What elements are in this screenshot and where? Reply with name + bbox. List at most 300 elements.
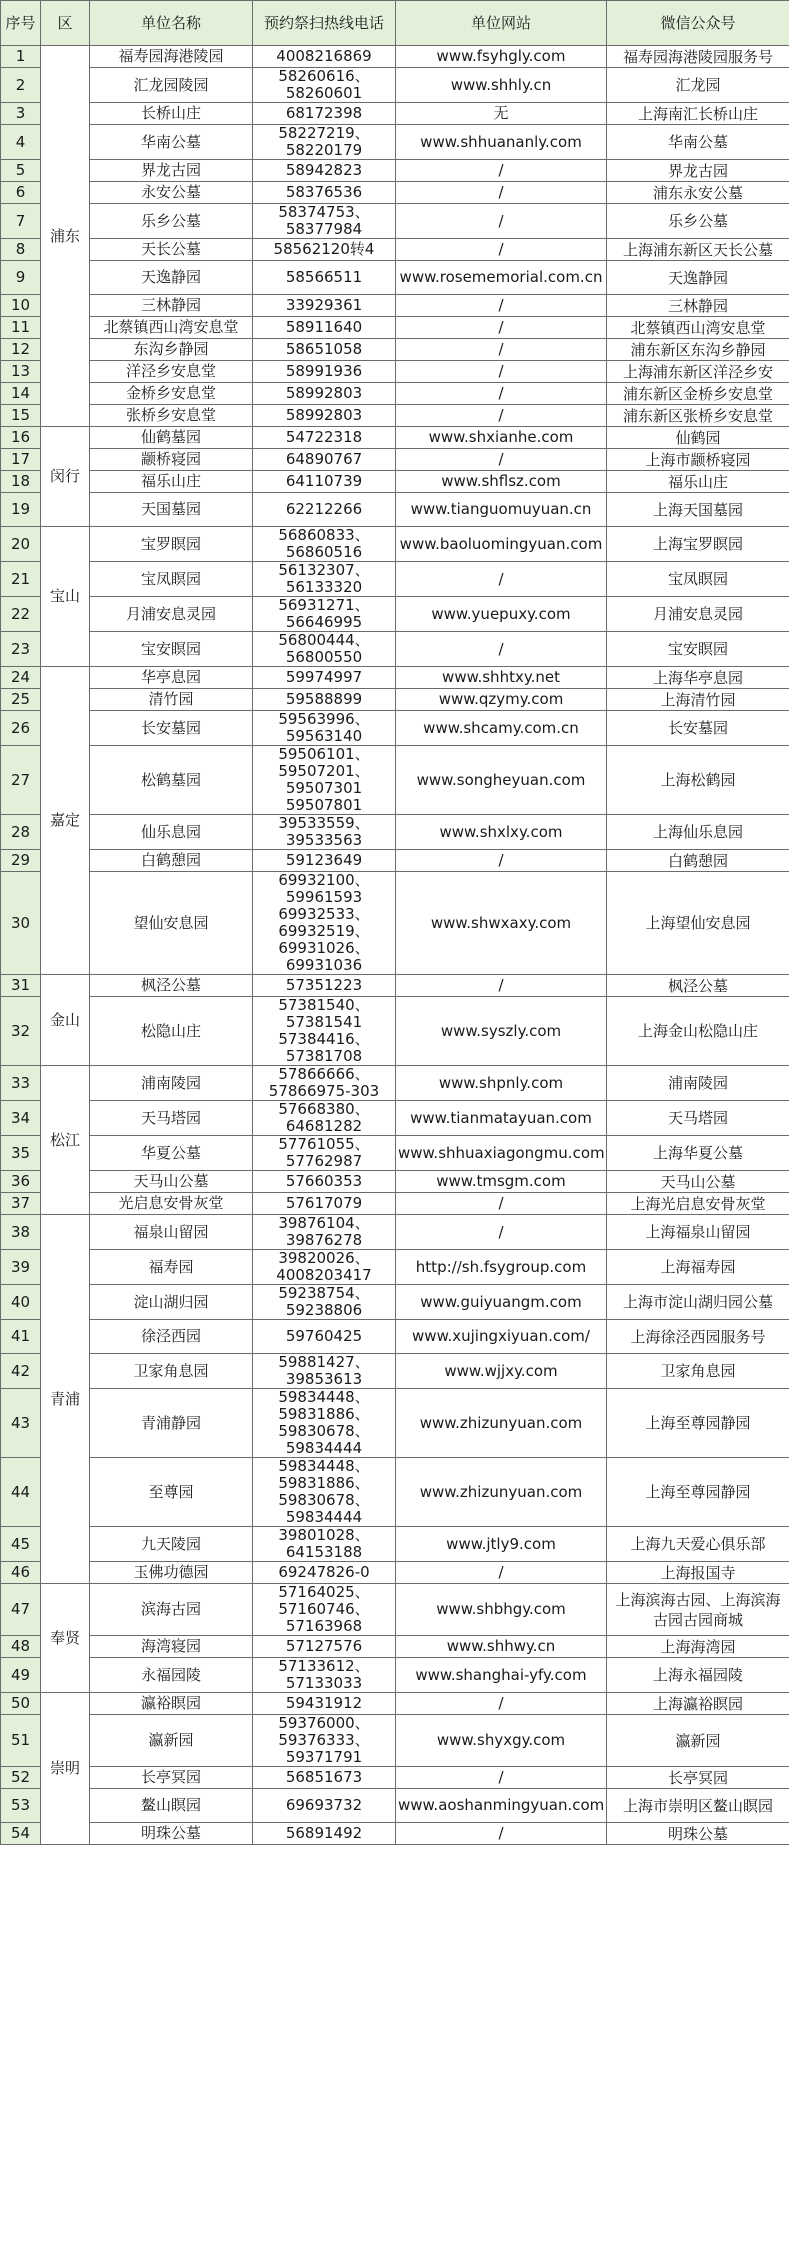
district-cell: 浦东 — [41, 46, 90, 427]
hotline-cell — [253, 632, 396, 667]
hotline-cell — [253, 182, 396, 204]
table-row — [1, 103, 789, 125]
website-cell: www.shhtxy.net — [396, 667, 607, 689]
row-index: 3 — [1, 103, 41, 125]
table-row — [1, 1767, 789, 1789]
unit-name: 天长公墓 — [90, 239, 253, 261]
table-row — [1, 1193, 789, 1215]
website-cell: / — [396, 1562, 607, 1584]
website-cell: www.songheyuan.com — [396, 746, 607, 815]
hotline-number: 59834444 — [285, 1508, 363, 1526]
wechat-cell: 上海华夏公墓 — [607, 1136, 789, 1171]
wechat-cell: 浦东新区金桥乡安息堂 — [607, 383, 789, 405]
unit-name: 望仙安息园 — [90, 872, 253, 975]
hotline-number: 56800444、 — [278, 631, 370, 649]
unit-name: 天国墓园 — [90, 493, 253, 527]
unit-name: 天马塔园 — [90, 1101, 253, 1136]
hotline-cell — [253, 689, 396, 711]
hotline-number: 57762987 — [285, 1152, 363, 1170]
hotline-number: 59507201、 — [278, 762, 370, 780]
hotline-cell — [253, 1636, 396, 1658]
row-index: 20 — [1, 527, 41, 562]
unit-name: 清竹园 — [90, 689, 253, 711]
row-index: 10 — [1, 295, 41, 317]
table-row — [1, 667, 789, 689]
website-cell: www.shbhgy.com — [396, 1584, 607, 1636]
unit-name: 三林静园 — [90, 295, 253, 317]
unit-name: 明珠公墓 — [90, 1823, 253, 1845]
wechat-cell: 上海滨海古园、上海滨海古园古园商城 — [607, 1584, 789, 1636]
unit-name: 福乐山庄 — [90, 471, 253, 493]
website-cell: / — [396, 361, 607, 383]
unit-name: 徐泾西园 — [90, 1320, 253, 1354]
hotline-number: 57866975-303 — [268, 1082, 380, 1100]
wechat-cell: 仙鹤园 — [607, 427, 789, 449]
hotline-number: 64681282 — [285, 1117, 363, 1135]
hotline-number: 39876278 — [285, 1231, 363, 1249]
hotline-number: 59760425 — [285, 1327, 363, 1345]
wechat-cell: 北蔡镇西山湾安息堂 — [607, 317, 789, 339]
row-index: 34 — [1, 1101, 41, 1136]
hotline-number: 59431912 — [285, 1694, 363, 1712]
hotline-number: 58991936 — [285, 362, 363, 380]
table-row — [1, 1658, 789, 1693]
row-index: 39 — [1, 1250, 41, 1285]
hotline-number: 58376536 — [285, 183, 363, 201]
hotline-number: 68172398 — [285, 104, 363, 122]
wechat-cell: 上海市崇明区鳌山瞑园 — [607, 1789, 789, 1823]
table-row — [1, 1823, 789, 1845]
table-row — [1, 711, 789, 746]
hotline-cell — [253, 1767, 396, 1789]
hotline-number: 39820026、 — [278, 1249, 370, 1267]
table-row — [1, 383, 789, 405]
district-cell: 崇明 — [41, 1693, 90, 1845]
wechat-cell: 上海报国寺 — [607, 1562, 789, 1584]
table-row — [1, 597, 789, 632]
unit-name: 北蔡镇西山湾安息堂 — [90, 317, 253, 339]
table-row — [1, 1101, 789, 1136]
wechat-cell: 上海海湾园 — [607, 1636, 789, 1658]
website-cell: www.wjjxy.com — [396, 1354, 607, 1389]
district-cell: 松江 — [41, 1066, 90, 1215]
hotline-number: 59831886、 — [278, 1405, 370, 1423]
hotline-number: 59506101、 — [278, 745, 370, 763]
wechat-cell: 上海市淀山湖归园公墓 — [607, 1285, 789, 1320]
hotline-number: 59881427、 — [278, 1353, 370, 1371]
website-cell: www.qzymy.com — [396, 689, 607, 711]
table-row — [1, 1389, 789, 1458]
hotline-cell — [253, 449, 396, 471]
unit-name: 洋泾乡安息堂 — [90, 361, 253, 383]
hotline-number: 69932519、 — [278, 922, 370, 940]
unit-name: 福寿园 — [90, 1250, 253, 1285]
table-row — [1, 632, 789, 667]
row-index: 17 — [1, 449, 41, 471]
hotline-number: 57133612、 — [278, 1657, 370, 1675]
unit-name: 松鹤墓园 — [90, 746, 253, 815]
unit-name: 乐乡公墓 — [90, 204, 253, 239]
hotline-number: 57127576 — [285, 1637, 363, 1655]
header-row — [1, 1, 789, 46]
hotline-number: 56931271、 — [278, 596, 370, 614]
hotline-cell — [253, 1250, 396, 1285]
hotline-number: 58562120转4 — [273, 240, 375, 258]
hotline-number: 54722318 — [285, 428, 363, 446]
wechat-cell: 上海福寿园 — [607, 1250, 789, 1285]
unit-name: 滨海古园 — [90, 1584, 253, 1636]
unit-name: 至尊园 — [90, 1458, 253, 1527]
unit-name: 张桥乡安息堂 — [90, 405, 253, 427]
row-index: 36 — [1, 1171, 41, 1193]
row-index: 19 — [1, 493, 41, 527]
row-index: 45 — [1, 1527, 41, 1562]
wechat-cell: 长亭冥园 — [607, 1767, 789, 1789]
row-index: 5 — [1, 160, 41, 182]
hotline-cell — [253, 1789, 396, 1823]
row-index: 47 — [1, 1584, 41, 1636]
wechat-cell: 上海瀛裕瞑园 — [607, 1693, 789, 1715]
hotline-cell — [253, 711, 396, 746]
unit-name: 宝安瞑园 — [90, 632, 253, 667]
hotline-cell — [253, 1562, 396, 1584]
unit-name: 淀山湖归园 — [90, 1285, 253, 1320]
hotline-number: 57866666、 — [278, 1065, 370, 1083]
table-row — [1, 405, 789, 427]
website-cell: / — [396, 1693, 607, 1715]
hotline-number: 59376333、 — [278, 1731, 370, 1749]
unit-name: 永安公墓 — [90, 182, 253, 204]
hotline-number: 59563996、 — [278, 710, 370, 728]
row-index: 16 — [1, 427, 41, 449]
hotline-cell — [253, 746, 396, 815]
hotline-number: 59974997 — [285, 668, 363, 686]
row-index: 14 — [1, 383, 41, 405]
hotline-number: 59238754、 — [278, 1284, 370, 1302]
hotline-number: 59376000、 — [278, 1714, 370, 1732]
hotline-number: 4008216869 — [276, 47, 372, 65]
hotline-number: 39876104、 — [278, 1214, 370, 1232]
table-row — [1, 1136, 789, 1171]
unit-name: 华夏公墓 — [90, 1136, 253, 1171]
table-row — [1, 1562, 789, 1584]
hotline-cell — [253, 1193, 396, 1215]
hotline-number: 59834448、 — [278, 1457, 370, 1475]
hotline-number: 59507301 — [285, 779, 363, 797]
row-index: 54 — [1, 1823, 41, 1845]
hotline-cell — [253, 1715, 396, 1767]
wechat-cell: 枫泾公墓 — [607, 975, 789, 997]
row-index: 25 — [1, 689, 41, 711]
table-row — [1, 427, 789, 449]
unit-name: 光启息安骨灰堂 — [90, 1193, 253, 1215]
header-wechat: 微信公众号 — [607, 1, 789, 46]
district-cell: 宝山 — [41, 527, 90, 667]
unit-name: 卫家角息园 — [90, 1354, 253, 1389]
table-row — [1, 1320, 789, 1354]
website-cell: / — [396, 405, 607, 427]
table-row — [1, 339, 789, 361]
wechat-cell: 上海清竹园 — [607, 689, 789, 711]
hotline-number: 39533563 — [285, 831, 363, 849]
website-cell: / — [396, 295, 607, 317]
website-cell: www.fsyhgly.com — [396, 46, 607, 68]
hotline-number: 64153188 — [285, 1543, 363, 1561]
wechat-cell: 天马塔园 — [607, 1101, 789, 1136]
hotline-cell — [253, 261, 396, 295]
wechat-cell: 三林静园 — [607, 295, 789, 317]
hotline-number: 58260616、 — [278, 67, 370, 85]
hotline-cell — [253, 1389, 396, 1458]
hotline-cell — [253, 1354, 396, 1389]
wechat-cell: 天马山公墓 — [607, 1171, 789, 1193]
hotline-cell — [253, 562, 396, 597]
hotline-number: 56860516 — [285, 543, 363, 561]
wechat-cell: 上海徐泾西园服务号 — [607, 1320, 789, 1354]
hotline-number: 58377984 — [285, 220, 363, 238]
wechat-cell: 上海浦东新区天长公墓 — [607, 239, 789, 261]
table-row — [1, 1285, 789, 1320]
row-index: 27 — [1, 746, 41, 815]
hotline-number: 57384416、 — [278, 1030, 370, 1048]
wechat-cell: 上海仙乐息园 — [607, 815, 789, 850]
hotline-cell — [253, 1584, 396, 1636]
header-website: 单位网站 — [396, 1, 607, 46]
hotline-cell — [253, 872, 396, 975]
unit-name: 东沟乡静园 — [90, 339, 253, 361]
row-index: 35 — [1, 1136, 41, 1171]
website-cell: www.yuepuxy.com — [396, 597, 607, 632]
website-cell: www.shhwy.cn — [396, 1636, 607, 1658]
website-cell: http://sh.fsygroup.com — [396, 1250, 607, 1285]
hotline-number: 69932533、 — [278, 905, 370, 923]
hotline-number: 39801028、 — [278, 1526, 370, 1544]
row-index: 15 — [1, 405, 41, 427]
hotline-number: 69693732 — [285, 1796, 363, 1814]
hotline-number: 4008203417 — [276, 1266, 372, 1284]
hotline-number: 57160746、 — [278, 1600, 370, 1618]
website-cell: / — [396, 317, 607, 339]
table-row — [1, 471, 789, 493]
hotline-number: 59507801 — [285, 796, 363, 814]
wechat-cell: 长安墓园 — [607, 711, 789, 746]
table-row — [1, 1715, 789, 1767]
table-row — [1, 1171, 789, 1193]
table-row — [1, 449, 789, 471]
wechat-cell: 上海金山松隐山庄 — [607, 997, 789, 1066]
hotline-number: 39533559、 — [278, 814, 370, 832]
hotline-number: 69931026、 — [278, 939, 370, 957]
hotline-number: 58911640 — [285, 318, 363, 336]
district-cell: 嘉定 — [41, 667, 90, 975]
hotline-number: 57381708 — [285, 1047, 363, 1065]
hotline-cell — [253, 1215, 396, 1250]
wechat-cell: 月浦安息灵园 — [607, 597, 789, 632]
hotline-number: 64110739 — [285, 472, 363, 490]
wechat-cell: 浦东永安公墓 — [607, 182, 789, 204]
row-index: 37 — [1, 1193, 41, 1215]
table-row — [1, 1458, 789, 1527]
unit-name: 松隐山庄 — [90, 997, 253, 1066]
hotline-number: 56860833、 — [278, 526, 370, 544]
row-index: 21 — [1, 562, 41, 597]
row-index: 46 — [1, 1562, 41, 1584]
hotline-number: 64890767 — [285, 450, 363, 468]
wechat-cell: 华南公墓 — [607, 125, 789, 160]
row-index: 38 — [1, 1215, 41, 1250]
table-row — [1, 997, 789, 1066]
hotline-number: 57617079 — [285, 1194, 363, 1212]
table-row — [1, 1527, 789, 1562]
wechat-cell: 福乐山庄 — [607, 471, 789, 493]
table-row — [1, 975, 789, 997]
table-row — [1, 872, 789, 975]
hotline-number: 58566511 — [285, 268, 363, 286]
table-row — [1, 1215, 789, 1250]
wechat-cell: 福寿园海港陵园服务号 — [607, 46, 789, 68]
hotline-number: 69247826-0 — [278, 1563, 370, 1581]
table-row — [1, 689, 789, 711]
row-index: 23 — [1, 632, 41, 667]
website-cell: www.shxlxy.com — [396, 815, 607, 850]
table-row — [1, 361, 789, 383]
hotline-number: 56132307、 — [278, 561, 370, 579]
table-row — [1, 68, 789, 103]
row-index: 30 — [1, 872, 41, 975]
hotline-number: 57164025、 — [278, 1583, 370, 1601]
table-body — [1, 46, 789, 1845]
website-cell: www.shhuananly.com — [396, 125, 607, 160]
unit-name: 长亭冥园 — [90, 1767, 253, 1789]
hotline-number: 57761055、 — [278, 1135, 370, 1153]
hotline-cell — [253, 125, 396, 160]
hotline-number: 69931036 — [285, 956, 363, 974]
table-row — [1, 239, 789, 261]
hotline-number: 39853613 — [285, 1370, 363, 1388]
hotline-cell — [253, 1320, 396, 1354]
wechat-cell: 上海宝罗瞑园 — [607, 527, 789, 562]
wechat-cell: 宝凤瞑园 — [607, 562, 789, 597]
hotline-cell — [253, 239, 396, 261]
header-district: 区 — [41, 1, 90, 46]
unit-name: 九天陵园 — [90, 1527, 253, 1562]
row-index: 31 — [1, 975, 41, 997]
table-row — [1, 562, 789, 597]
unit-name: 青浦静园 — [90, 1389, 253, 1458]
website-cell: 无 — [396, 103, 607, 125]
hotline-number: 58942823 — [285, 161, 363, 179]
hotline-cell — [253, 597, 396, 632]
hotline-cell — [253, 295, 396, 317]
website-cell: www.rosememorial.com.cn — [396, 261, 607, 295]
website-cell: www.shhuaxiagongmu.com — [396, 1136, 607, 1171]
district-cell: 奉贤 — [41, 1584, 90, 1693]
hotline-cell — [253, 160, 396, 182]
unit-name: 浦南陵园 — [90, 1066, 253, 1101]
hotline-cell — [253, 850, 396, 872]
header-index: 序号 — [1, 1, 41, 46]
website-cell: / — [396, 383, 607, 405]
row-index: 42 — [1, 1354, 41, 1389]
website-cell: www.shcamy.com.cn — [396, 711, 607, 746]
row-index: 9 — [1, 261, 41, 295]
hotline-number: 58260601 — [285, 84, 363, 102]
hotline-number: 58651058 — [285, 340, 363, 358]
unit-name: 福泉山留园 — [90, 1215, 253, 1250]
table-row — [1, 160, 789, 182]
hotline-number: 59563140 — [285, 727, 363, 745]
wechat-cell: 瀛新园 — [607, 1715, 789, 1767]
website-cell: / — [396, 1193, 607, 1215]
hotline-cell — [253, 204, 396, 239]
hotline-number: 59830678、 — [278, 1491, 370, 1509]
table-row — [1, 317, 789, 339]
hotline-cell — [253, 361, 396, 383]
unit-name: 金桥乡安息堂 — [90, 383, 253, 405]
hotline-cell — [253, 1658, 396, 1693]
table-row — [1, 850, 789, 872]
row-index: 52 — [1, 1767, 41, 1789]
row-index: 4 — [1, 125, 41, 160]
wechat-cell: 上海光启息安骨灰堂 — [607, 1193, 789, 1215]
unit-name: 仙鹤墓园 — [90, 427, 253, 449]
unit-name: 华亭息园 — [90, 667, 253, 689]
hotline-cell — [253, 493, 396, 527]
row-index: 44 — [1, 1458, 41, 1527]
hotline-number: 57381540、 — [278, 996, 370, 1014]
hotline-cell — [253, 1101, 396, 1136]
hotline-cell — [253, 667, 396, 689]
unit-name: 福寿园海港陵园 — [90, 46, 253, 68]
website-cell: www.shpnly.com — [396, 1066, 607, 1101]
wechat-cell: 浦南陵园 — [607, 1066, 789, 1101]
table-row — [1, 1789, 789, 1823]
table-row — [1, 204, 789, 239]
wechat-cell: 上海至尊园静园 — [607, 1458, 789, 1527]
row-index: 48 — [1, 1636, 41, 1658]
row-index: 43 — [1, 1389, 41, 1458]
hotline-number: 58374753、 — [278, 203, 370, 221]
website-cell: www.zhizunyuan.com — [396, 1458, 607, 1527]
unit-name: 宝凤瞑园 — [90, 562, 253, 597]
row-index: 26 — [1, 711, 41, 746]
row-index: 50 — [1, 1693, 41, 1715]
website-cell: / — [396, 449, 607, 471]
hotline-number: 57668380、 — [278, 1100, 370, 1118]
website-cell: www.jtly9.com — [396, 1527, 607, 1562]
row-index: 12 — [1, 339, 41, 361]
website-cell: / — [396, 562, 607, 597]
hotline-cell — [253, 1823, 396, 1845]
header-unit-name: 单位名称 — [90, 1, 253, 46]
website-cell: www.xujingxiyuan.com/ — [396, 1320, 607, 1354]
unit-name: 天逸静园 — [90, 261, 253, 295]
table-row — [1, 1354, 789, 1389]
unit-name: 瀛裕瞑园 — [90, 1693, 253, 1715]
wechat-cell: 上海松鹤园 — [607, 746, 789, 815]
hotline-cell — [253, 815, 396, 850]
row-index: 32 — [1, 997, 41, 1066]
hotline-cell — [253, 68, 396, 103]
hotline-number: 57660353 — [285, 1172, 363, 1190]
unit-name: 颛桥寝园 — [90, 449, 253, 471]
row-index: 28 — [1, 815, 41, 850]
hotline-cell — [253, 405, 396, 427]
header-hotline: 预约祭扫热线电话 — [253, 1, 396, 46]
website-cell: / — [396, 182, 607, 204]
hotline-number: 69932100、 — [278, 871, 370, 889]
hotline-cell — [253, 103, 396, 125]
